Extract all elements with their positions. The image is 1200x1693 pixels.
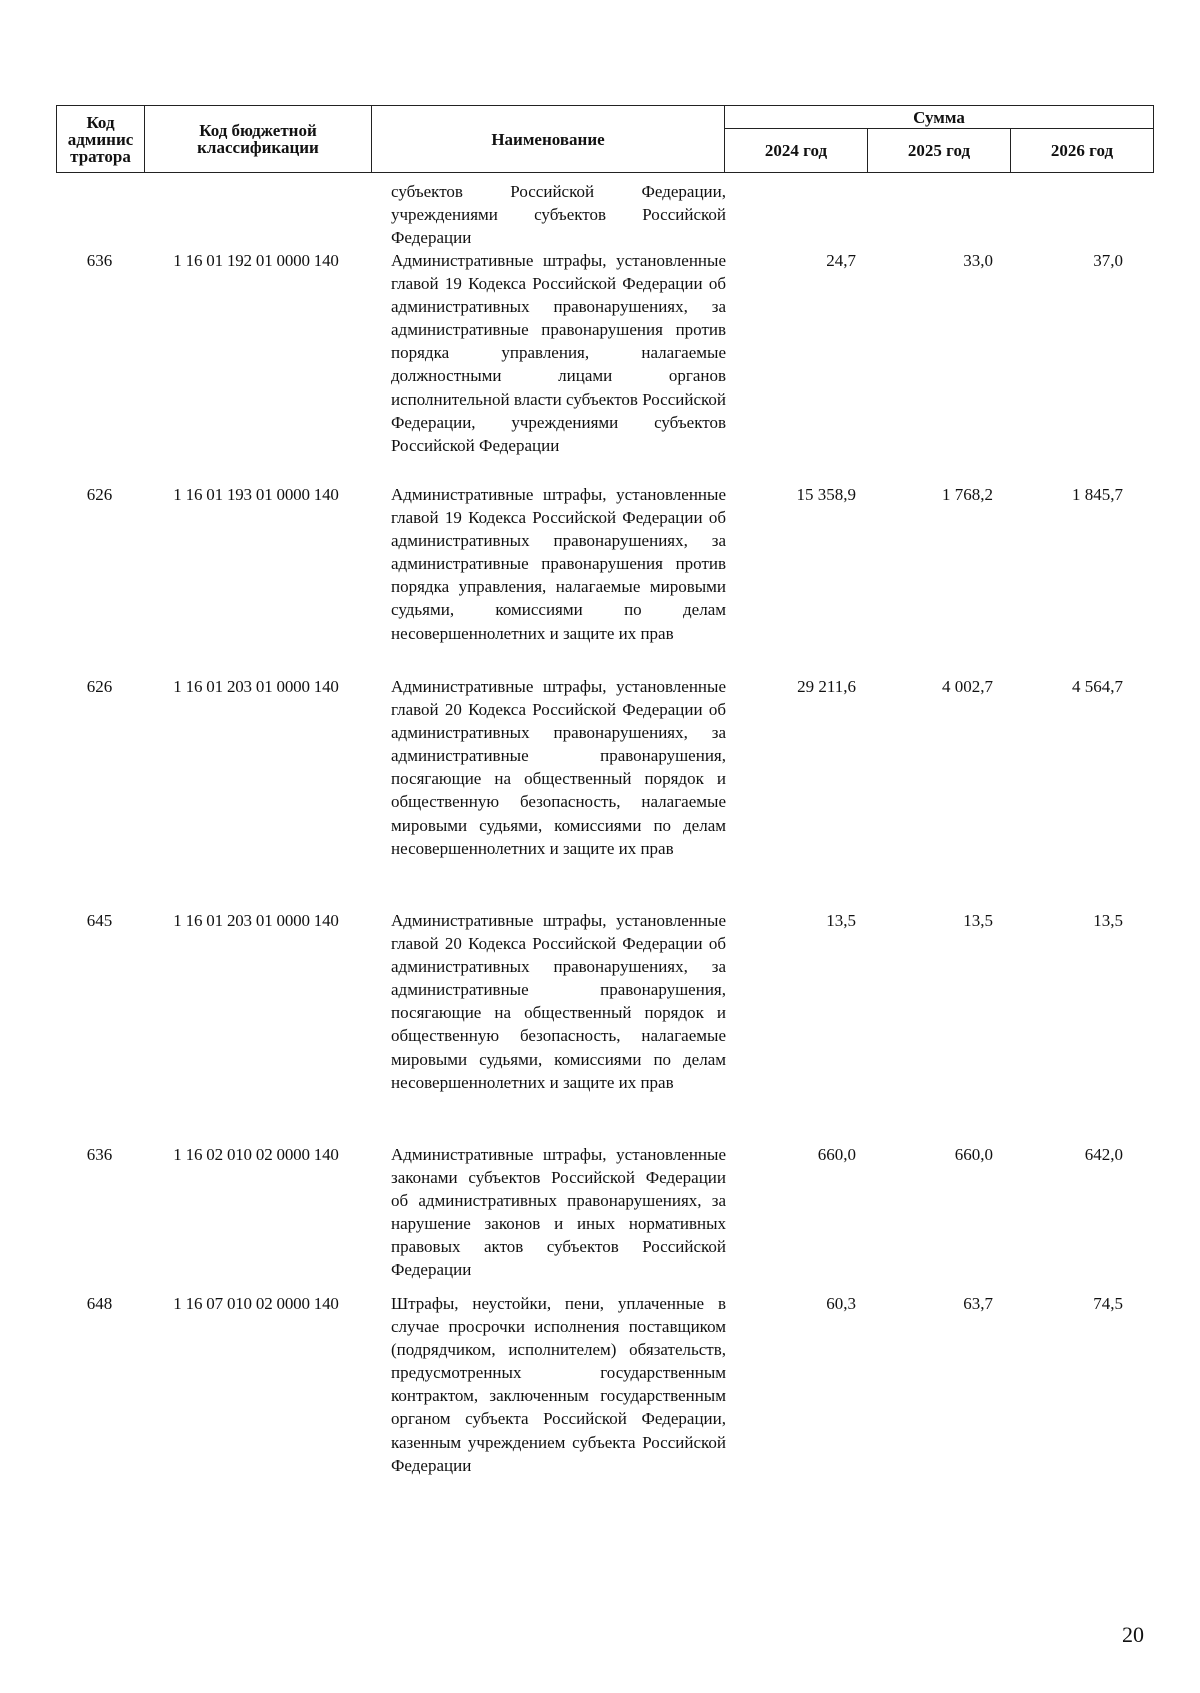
table-row (56, 249, 1156, 483)
budget-code: 1 16 01 192 01 0000 140 (173, 251, 339, 270)
value-2025: 4 002,7 (942, 677, 993, 696)
value-2024: 13,5 (826, 911, 856, 930)
row-name: Административные штрафы, установленные главой 19 Кодекса Российской Федерации об административных правонарушениях, за административные правонарушения против порядка управления, налагаемые должностными лицами органов исполнительной власти субъектов Российской Федерации, учреждениями субъектов Российской Федерации (391, 251, 726, 455)
budget-code: 1 16 01 203 01 0000 140 (173, 677, 339, 696)
row-name: Административные штрафы, установленные законами субъектов Российской Федерации об административных правонарушениях, за нарушение законов и иных нормативных правовых актов субъектов Российской Федерации (391, 1145, 726, 1280)
row-name: Штрафы, неустойки, пени, уплаченные в случае просрочки исполнения поставщиком (подрядчиком, исполнителем) обязательств, предусмотренных государственным контрактом, заключенным государственным органом субъекта Российской Федерации, казенным учреждением субъекта Российской Федерации (391, 1294, 726, 1475)
header-admin-code: Код админис тратора (57, 106, 145, 173)
header-budget-code: Код бюджетной классификации (145, 106, 372, 173)
admin-code: 636 (86, 251, 113, 270)
value-2025: 63,7 (963, 1294, 993, 1313)
header-year-2025: 2025 год (868, 129, 1011, 173)
budget-code: 1 16 02 010 02 0000 140 (173, 1145, 339, 1164)
table-row (56, 483, 1156, 675)
value-2024: 24,7 (826, 251, 856, 270)
row-name: Административные штрафы, установленные главой 20 Кодекса Российской Федерации об административных правонарушениях, за административные правонарушения, посягающие на общественный порядок и общественную безопасность, налагаемые мировыми судьями, комиссиями по делам несовершеннолетних и защите их прав (391, 911, 726, 1092)
row-name: Административные штрафы, установленные главой 20 Кодекса Российской Федерации об административных правонарушениях, за административные правонарушения, посягающие на общественный порядок и общественную безопасность, налагаемые мировыми судьями, комиссиями по делам несовершеннолетних и защите их прав (391, 677, 726, 858)
value-2025: 13,5 (963, 911, 993, 930)
table-body (56, 180, 1156, 1532)
value-2026: 37,0 (1093, 251, 1123, 270)
table-row (56, 1292, 1156, 1532)
header-sum: Сумма (725, 106, 1154, 129)
value-2025: 660,0 (954, 1145, 993, 1164)
table-row (56, 675, 1156, 909)
admin-code: 645 (86, 911, 113, 930)
admin-code: 626 (86, 677, 113, 696)
budget-code: 1 16 01 193 01 0000 140 (173, 485, 339, 504)
table-header (56, 105, 1154, 173)
value-2024: 660,0 (817, 1145, 856, 1164)
row-name: Административные штрафы, установленные главой 19 Кодекса Российской Федерации об административных правонарушениях, за административные правонарушения против порядка управления, налагаемые мировыми судьями, комиссиями по делам несовершеннолетних и защите их прав (391, 485, 726, 643)
value-2026: 1 845,7 (1072, 485, 1123, 504)
value-2026: 74,5 (1093, 1294, 1123, 1313)
value-2026: 642,0 (1084, 1145, 1123, 1164)
header-name: Наименование (372, 106, 725, 173)
value-2024: 15 358,9 (796, 485, 856, 504)
admin-code: 626 (86, 485, 113, 504)
budget-code: 1 16 07 010 02 0000 140 (173, 1294, 339, 1313)
budget-code: 1 16 01 203 01 0000 140 (173, 911, 339, 930)
table-row (56, 1143, 1156, 1292)
header-year-2026: 2026 год (1011, 129, 1154, 173)
header-year-2024: 2024 год (725, 129, 868, 173)
continuation-text: субъектов Российской Федерации, учреждениями субъектов Российской Федерации (391, 182, 726, 248)
value-2025: 33,0 (963, 251, 993, 270)
value-2024: 29 211,6 (797, 677, 856, 696)
page-number: 20 (1122, 1622, 1144, 1647)
table-row (56, 909, 1156, 1143)
value-2026: 4 564,7 (1072, 677, 1123, 696)
value-2024: 60,3 (826, 1294, 856, 1313)
admin-code: 636 (86, 1145, 113, 1164)
value-2026: 13,5 (1093, 911, 1123, 930)
value-2025: 1 768,2 (942, 485, 993, 504)
admin-code: 648 (86, 1294, 113, 1313)
